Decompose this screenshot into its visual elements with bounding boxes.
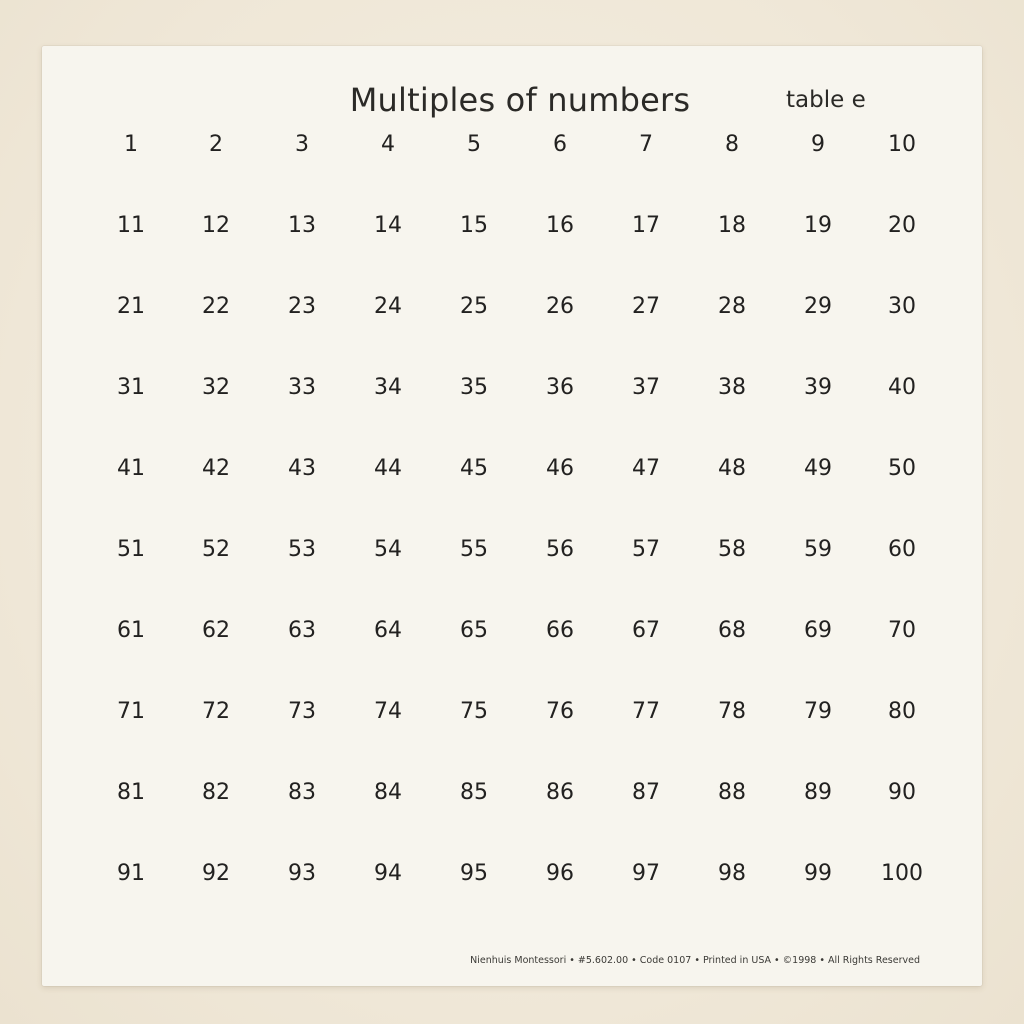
number-cell: 6 xyxy=(553,132,567,157)
number-cell: 43 xyxy=(288,456,316,481)
number-cell: 66 xyxy=(546,618,574,643)
number-cell: 88 xyxy=(718,780,746,805)
number-cell: 27 xyxy=(632,294,660,319)
number-cell: 20 xyxy=(888,213,916,238)
number-cell: 56 xyxy=(546,537,574,562)
number-cell: 60 xyxy=(888,537,916,562)
number-cell: 54 xyxy=(374,537,402,562)
number-cell: 34 xyxy=(374,375,402,400)
number-cell: 46 xyxy=(546,456,574,481)
number-cell: 77 xyxy=(632,699,660,724)
number-cell: 44 xyxy=(374,456,402,481)
number-cell: 10 xyxy=(888,132,916,157)
number-cell: 13 xyxy=(288,213,316,238)
number-cell: 87 xyxy=(632,780,660,805)
number-cell: 96 xyxy=(546,861,574,886)
number-cell: 55 xyxy=(460,537,488,562)
number-cell: 2 xyxy=(209,132,223,157)
number-cell: 18 xyxy=(718,213,746,238)
number-cell: 3 xyxy=(295,132,309,157)
number-cell: 78 xyxy=(718,699,746,724)
number-cell: 84 xyxy=(374,780,402,805)
number-cell: 42 xyxy=(202,456,230,481)
number-cell: 16 xyxy=(546,213,574,238)
number-cell: 82 xyxy=(202,780,230,805)
number-cell: 4 xyxy=(381,132,395,157)
number-cell: 19 xyxy=(804,213,832,238)
number-cell: 21 xyxy=(117,294,145,319)
number-cell: 65 xyxy=(460,618,488,643)
number-cell: 49 xyxy=(804,456,832,481)
number-cell: 45 xyxy=(460,456,488,481)
number-cell: 75 xyxy=(460,699,488,724)
number-sheet xyxy=(42,46,982,986)
number-cell: 11 xyxy=(117,213,145,238)
number-cell: 98 xyxy=(718,861,746,886)
number-cell: 17 xyxy=(632,213,660,238)
number-cell: 24 xyxy=(374,294,402,319)
number-cell: 59 xyxy=(804,537,832,562)
number-cell: 36 xyxy=(546,375,574,400)
number-cell: 14 xyxy=(374,213,402,238)
number-cell: 80 xyxy=(888,699,916,724)
number-cell: 94 xyxy=(374,861,402,886)
number-cell: 67 xyxy=(632,618,660,643)
number-cell: 48 xyxy=(718,456,746,481)
number-cell: 92 xyxy=(202,861,230,886)
number-cell: 29 xyxy=(804,294,832,319)
number-cell: 57 xyxy=(632,537,660,562)
number-cell: 37 xyxy=(632,375,660,400)
number-cell: 1 xyxy=(124,132,138,157)
number-cell: 38 xyxy=(718,375,746,400)
number-cell: 93 xyxy=(288,861,316,886)
number-cell: 97 xyxy=(632,861,660,886)
number-cell: 89 xyxy=(804,780,832,805)
number-cell: 64 xyxy=(374,618,402,643)
number-cell: 61 xyxy=(117,618,145,643)
number-cell: 86 xyxy=(546,780,574,805)
number-cell: 91 xyxy=(117,861,145,886)
number-cell: 32 xyxy=(202,375,230,400)
number-cell: 25 xyxy=(460,294,488,319)
number-cell: 70 xyxy=(888,618,916,643)
number-cell: 68 xyxy=(718,618,746,643)
number-cell: 72 xyxy=(202,699,230,724)
number-cell: 35 xyxy=(460,375,488,400)
number-cell: 8 xyxy=(725,132,739,157)
number-cell: 26 xyxy=(546,294,574,319)
number-cell: 63 xyxy=(288,618,316,643)
number-cell: 52 xyxy=(202,537,230,562)
number-cell: 33 xyxy=(288,375,316,400)
number-cell: 5 xyxy=(467,132,481,157)
number-cell: 28 xyxy=(718,294,746,319)
number-cell: 100 xyxy=(881,861,923,886)
number-cell: 69 xyxy=(804,618,832,643)
number-cell: 76 xyxy=(546,699,574,724)
number-cell: 51 xyxy=(117,537,145,562)
number-cell: 47 xyxy=(632,456,660,481)
number-cell: 58 xyxy=(718,537,746,562)
number-cell: 95 xyxy=(460,861,488,886)
number-cell: 85 xyxy=(460,780,488,805)
number-cell: 15 xyxy=(460,213,488,238)
number-cell: 74 xyxy=(374,699,402,724)
number-cell: 31 xyxy=(117,375,145,400)
number-cell: 90 xyxy=(888,780,916,805)
number-cell: 7 xyxy=(639,132,653,157)
number-cell: 39 xyxy=(804,375,832,400)
number-cell: 23 xyxy=(288,294,316,319)
page-title: Multiples of numbers xyxy=(349,81,691,119)
number-cell: 30 xyxy=(888,294,916,319)
number-cell: 71 xyxy=(117,699,145,724)
number-cell: 62 xyxy=(202,618,230,643)
number-cell: 41 xyxy=(117,456,145,481)
number-cell: 40 xyxy=(888,375,916,400)
number-cell: 99 xyxy=(804,861,832,886)
number-cell: 50 xyxy=(888,456,916,481)
number-cell: 22 xyxy=(202,294,230,319)
footer-credit: Nienhuis Montessori • #5.602.00 • Code 0107 • Printed in USA • ©1998 • All Rights Reserved xyxy=(470,955,920,966)
number-cell: 9 xyxy=(811,132,825,157)
number-cell: 12 xyxy=(202,213,230,238)
number-cell: 73 xyxy=(288,699,316,724)
table-label: table e xyxy=(786,87,866,113)
number-cell: 79 xyxy=(804,699,832,724)
number-cell: 83 xyxy=(288,780,316,805)
number-cell: 53 xyxy=(288,537,316,562)
number-cell: 81 xyxy=(117,780,145,805)
